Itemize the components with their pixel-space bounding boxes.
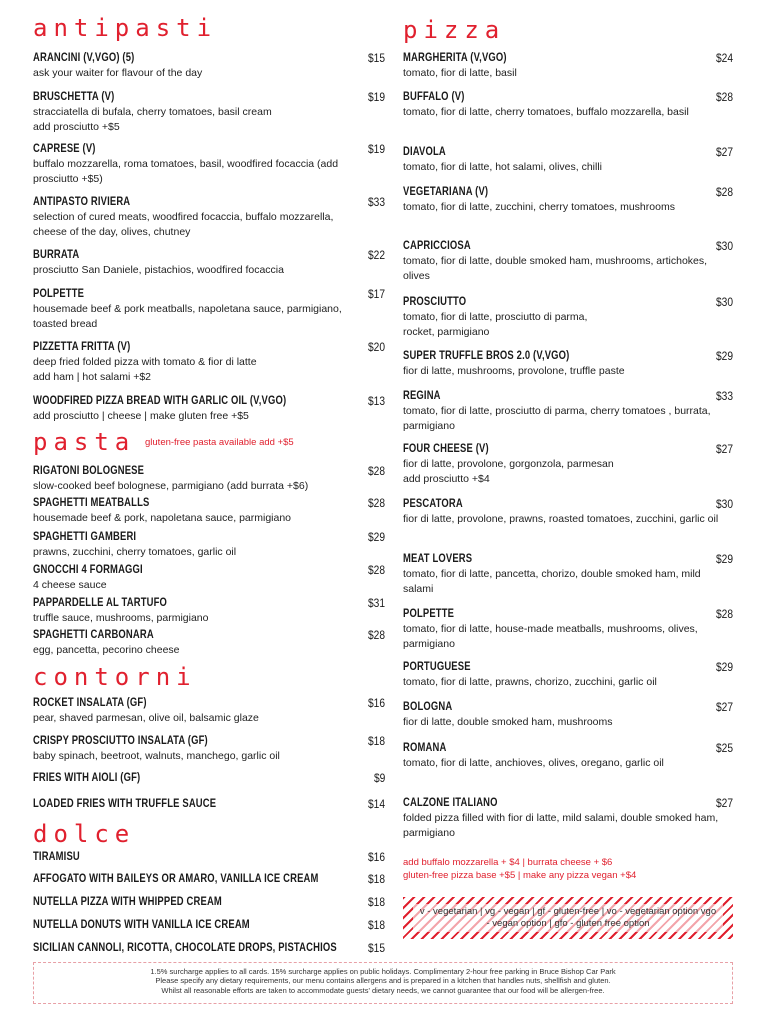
menu-item-name: RIGATONI BOLOGNESE (33, 465, 145, 477)
pizza-addon-note: add buffalo mozzarella + $4 | burrata cheese + $6 (403, 857, 613, 868)
menu-item (403, 552, 733, 597)
menu-item (33, 918, 385, 932)
menu-item-name: PIZZETTA FRITTA (V) (33, 341, 131, 353)
footer-line-2: Please specify any dietary requirements, our menu contains allergens and is prepared in a kitchen that handles nuts, shellfish and gluten. (155, 976, 611, 986)
menu-item-description: fior di latte, mushrooms, provolone, truffle paste (403, 365, 625, 377)
menu-item (403, 442, 733, 487)
menu-item-name: POLPETTE (33, 288, 85, 300)
menu-item-price: $22 (367, 248, 385, 262)
menu-item-name: PAPPARDELLE AL TARTUFO (33, 597, 168, 609)
menu-item (403, 295, 733, 340)
menu-item-price: $29 (715, 349, 733, 363)
menu-item (33, 563, 385, 593)
menu-item-description: tomato, fior di latte, zucchini, cherry tomatoes, mushrooms (403, 201, 675, 213)
menu-item-description: tomato, fior di latte, basil (403, 67, 517, 79)
menu-item-description: buffalo mozzarella, roma tomatoes, basil, woodfired focaccia (add prosciutto +$5) (33, 158, 339, 185)
menu-item (403, 741, 733, 771)
contorni-heading: contorni (33, 663, 197, 691)
menu-item-description: prosciutto San Daniele, pistachios, woodfired focaccia (33, 264, 284, 276)
menu-item-name: NUTELLA PIZZA WITH WHIPPED CREAM (33, 896, 222, 908)
footer-line-1: 1.5% surcharge applies to all cards. 15% surcharge applies on public holidays. Complimentary 2-hour free parking in Bruce Bishop Car Park (150, 967, 616, 976)
menu-item-price: $28 (367, 496, 385, 510)
menu-item-description: tomato, fior di latte, prosciutto di parma, cherry tomatoes , burrata, parmigiano (403, 405, 711, 432)
menu-item (403, 90, 733, 120)
footer-line-3: Whilst all reasonable efforts are taken to accommodate guests' dietary needs, we cannot guarantee that our food will be allergen-free. (161, 985, 605, 995)
dolce-heading: dolce (33, 820, 136, 848)
menu-item-price: $24 (715, 51, 733, 65)
menu-item (403, 185, 733, 215)
menu-item (403, 51, 733, 81)
menu-item-description: fior di latte, provolone, prawns, roasted tomatoes, zucchini, garlic oil (403, 513, 719, 525)
menu-item-price: $20 (367, 340, 385, 354)
menu-item (33, 734, 385, 764)
menu-item-description: tomato, fior di latte, prosciutto di parma, rocket, parmigiano (403, 311, 588, 338)
menu-item-price: $28 (367, 628, 385, 642)
menu-item-name: SPAGHETTI GAMBERI (33, 531, 137, 543)
menu-item-name: DIAVOLA (403, 146, 446, 158)
menu-item-name: PORTUGUESE (403, 661, 471, 673)
menu-item-description: selection of cured meats, woodfired focaccia, buffalo mozzarella, cheese of the day, olives, chutney (33, 211, 334, 238)
menu-item-price: $25 (715, 741, 733, 755)
menu-item-name: PESCATORA (403, 498, 463, 510)
menu-item (33, 696, 385, 726)
menu-item-description: tomato, fior di latte, pancetta, chorizo, double smoked ham, mild salami (403, 568, 701, 595)
menu-item-name: NUTELLA DONUTS WITH VANILLA ICE CREAM (33, 919, 250, 931)
footer-notice (33, 962, 733, 1004)
menu-item (33, 797, 385, 811)
menu-item-description: tomato, fior di latte, prawns, chorizo, zucchini, garlic oil (403, 676, 657, 688)
menu-item-price: $28 (367, 464, 385, 478)
menu-item-price: $16 (367, 850, 385, 864)
menu-item-price: $14 (367, 797, 385, 811)
menu-item (33, 340, 385, 385)
menu-item-name: POLPETTE (403, 608, 455, 620)
menu-item-description: add prosciutto | cheese | make gluten free +$5 (33, 410, 249, 422)
menu-item-name: BUFFALO (V) (403, 91, 465, 103)
menu-item-description: slow-cooked beef bolognese, parmigiano (add burrata +$6) (33, 480, 309, 492)
menu-item-name: CAPRESE (V) (33, 143, 96, 155)
menu-item-price: $29 (715, 660, 733, 674)
menu-item-price: $19 (367, 90, 385, 104)
menu-item-name: VEGETARIANA (V) (403, 186, 489, 198)
menu-item (33, 51, 385, 81)
pizza-heading: pizza (403, 16, 506, 44)
menu-item-description: ask your waiter for flavour of the day (33, 67, 203, 79)
menu-item-name: BRUSCHETTA (V) (33, 91, 115, 103)
menu-item (33, 850, 385, 864)
menu-item (33, 628, 385, 658)
menu-item-price: $18 (367, 872, 385, 886)
menu-item (33, 195, 385, 240)
menu-item (403, 349, 733, 379)
menu-item-price: $33 (367, 195, 385, 209)
menu-item (33, 530, 385, 560)
menu-item-price: $30 (715, 239, 733, 253)
menu-item-name: LOADED FRIES WITH TRUFFLE SAUCE (33, 798, 217, 810)
menu-item (33, 941, 385, 955)
menu-item-description: prawns, zucchini, cherry tomatoes, garlic oil (33, 546, 237, 558)
dietary-legend (403, 897, 733, 939)
menu-item-description: tomato, fior di latte, hot salami, olives, chilli (403, 161, 602, 173)
menu-item-name: GNOCCHI 4 FORMAGGI (33, 564, 143, 576)
menu-item-description: folded pizza filled with fior di latte, mild salami, double smoked ham, parmigiano (403, 812, 719, 839)
menu-item-price: $18 (367, 734, 385, 748)
menu-item-name: ARANCINI (V,VGO) (5) (33, 52, 135, 64)
menu-item-description: housemade beef & pork, napoletana sauce, parmigiano (33, 512, 292, 524)
menu-item-name: CAPRICCIOSA (403, 240, 471, 252)
menu-item (33, 248, 385, 278)
menu-item-price: $9 (373, 771, 385, 785)
menu-item-description: tomato, fior di latte, house-made meatballs, mushrooms, olives, parmigiano (403, 623, 698, 650)
menu-item-name: AFFOGATO WITH BAILEYS OR AMARO, VANILLA ICE CREAM (33, 873, 319, 885)
menu-item-name: TIRAMISU (33, 851, 80, 863)
menu-item-price: $27 (715, 700, 733, 714)
menu-item-price: $29 (715, 552, 733, 566)
menu-item (33, 596, 385, 626)
menu-item-name: MARGHERITA (V,VGO) (403, 52, 507, 64)
menu-item (403, 607, 733, 652)
menu-item-price: $30 (715, 295, 733, 309)
menu-item (403, 239, 733, 284)
menu-item-description: deep fried folded pizza with tomato & fior di latte add ham | hot salami +$2 (33, 356, 257, 383)
pizza-base-note: gluten-free pizza base +$5 | make any pizza vegan +$4 (403, 870, 637, 881)
menu-item-price: $19 (367, 142, 385, 156)
left-column (33, 0, 385, 1024)
menu-item (403, 145, 733, 175)
menu-item-name: FRIES WITH AIOLI (GF) (33, 772, 141, 784)
menu-item-price: $33 (715, 389, 733, 403)
menu-item-price: $30 (715, 497, 733, 511)
menu-item (33, 895, 385, 909)
menu-item-name: SPAGHETTI MEATBALLS (33, 497, 150, 509)
menu-item-description: truffle sauce, mushrooms, parmigiano (33, 612, 209, 624)
menu-item (33, 287, 385, 332)
menu-item-description: tomato, fior di latte, anchioves, olives, oregano, garlic oil (403, 757, 664, 769)
menu-item (33, 90, 385, 135)
menu-item-name: SUPER TRUFFLE BROS 2.0 (V,VGO) (403, 350, 570, 362)
menu-item-price: $29 (367, 530, 385, 544)
pasta-heading: pasta (33, 428, 136, 456)
menu-item-name: SICILIAN CANNOLI, RICOTTA, CHOCOLATE DROPS, PISTACHIOS (33, 942, 337, 954)
menu-item-price: $16 (367, 696, 385, 710)
menu-item-description: fior di latte, double smoked ham, mushrooms (403, 716, 613, 728)
menu-item-description: tomato, fior di latte, double smoked ham, mushrooms, artichokes, olives (403, 255, 708, 282)
menu-item-name: BOLOGNA (403, 701, 453, 713)
menu-item-price: $15 (367, 51, 385, 65)
menu-item-description: tomato, fior di latte, cherry tomatoes, buffalo mozzarella, basil (403, 106, 689, 118)
pasta-note: gluten-free pasta available add +$5 (145, 437, 294, 448)
menu-item-name: WOODFIRED PIZZA BREAD WITH GARLIC OIL (V,VGO) (33, 395, 287, 407)
menu-item-price: $18 (367, 918, 385, 932)
menu-item-price: $13 (367, 394, 385, 408)
menu-item-description: stracciatella di bufala, cherry tomatoes, basil cream add prosciutto +$5 (33, 106, 272, 133)
menu-item-price: $28 (715, 607, 733, 621)
antipasti-heading: antipasti (33, 14, 218, 42)
menu-item-price: $18 (367, 895, 385, 909)
menu-item (403, 497, 733, 527)
menu-item-price: $17 (367, 287, 385, 301)
menu-item (33, 142, 385, 187)
menu-item-description: pear, shaved parmesan, olive oil, balsamic glaze (33, 712, 259, 724)
menu-item-price: $28 (715, 90, 733, 104)
menu-item-description: baby spinach, beetroot, walnuts, manchego, garlic oil (33, 750, 280, 762)
menu-item-name: PROSCIUTTO (403, 296, 467, 308)
menu-item (33, 464, 385, 494)
menu-item-description: fior di latte, provolone, gorgonzola, parmesan add prosciutto +$4 (403, 458, 614, 485)
menu-item-name: FOUR CHEESE (V) (403, 443, 489, 455)
menu-item (403, 660, 733, 690)
menu-item-name: SPAGHETTI CARBONARA (33, 629, 154, 641)
menu-item-price: $31 (367, 596, 385, 610)
menu-item-price: $27 (715, 145, 733, 159)
menu-item-description: 4 cheese sauce (33, 579, 107, 591)
menu-item-name: ROCKET INSALATA (GF) (33, 697, 147, 709)
menu-item-price: $28 (715, 185, 733, 199)
menu-item-price: $27 (715, 796, 733, 810)
menu-item-name: ROMANA (403, 742, 447, 754)
menu-item-description: housemade beef & pork meatballs, napoletana sauce, parmigiano, toasted bread (33, 303, 342, 330)
menu-item-price: $15 (367, 941, 385, 955)
menu-item (33, 872, 385, 886)
menu-item-price: $28 (367, 563, 385, 577)
menu-item (33, 394, 385, 424)
menu-item-name: CRISPY PROSCIUTTO INSALATA (GF) (33, 735, 208, 747)
menu-item-name: REGINA (403, 390, 441, 402)
right-column (403, 0, 733, 1024)
menu-item (403, 389, 733, 434)
menu-item-description: egg, pancetta, pecorino cheese (33, 644, 180, 656)
menu-item (33, 496, 385, 526)
dietary-legend-text: v - vegetarian | vg - vegan | gf - gluten-free | vo - vegetarian option vgo - vegan option | gfo - gluten free option (413, 904, 723, 932)
menu-item-name: ANTIPASTO RIVIERA (33, 196, 131, 208)
menu-item-name: BURRATA (33, 249, 80, 261)
menu-item (33, 771, 385, 785)
menu-item-name: MEAT LOVERS (403, 553, 473, 565)
menu-item (403, 796, 733, 841)
menu-item (403, 700, 733, 730)
menu-item-price: $27 (715, 442, 733, 456)
menu-item-name: CALZONE ITALIANO (403, 797, 498, 809)
